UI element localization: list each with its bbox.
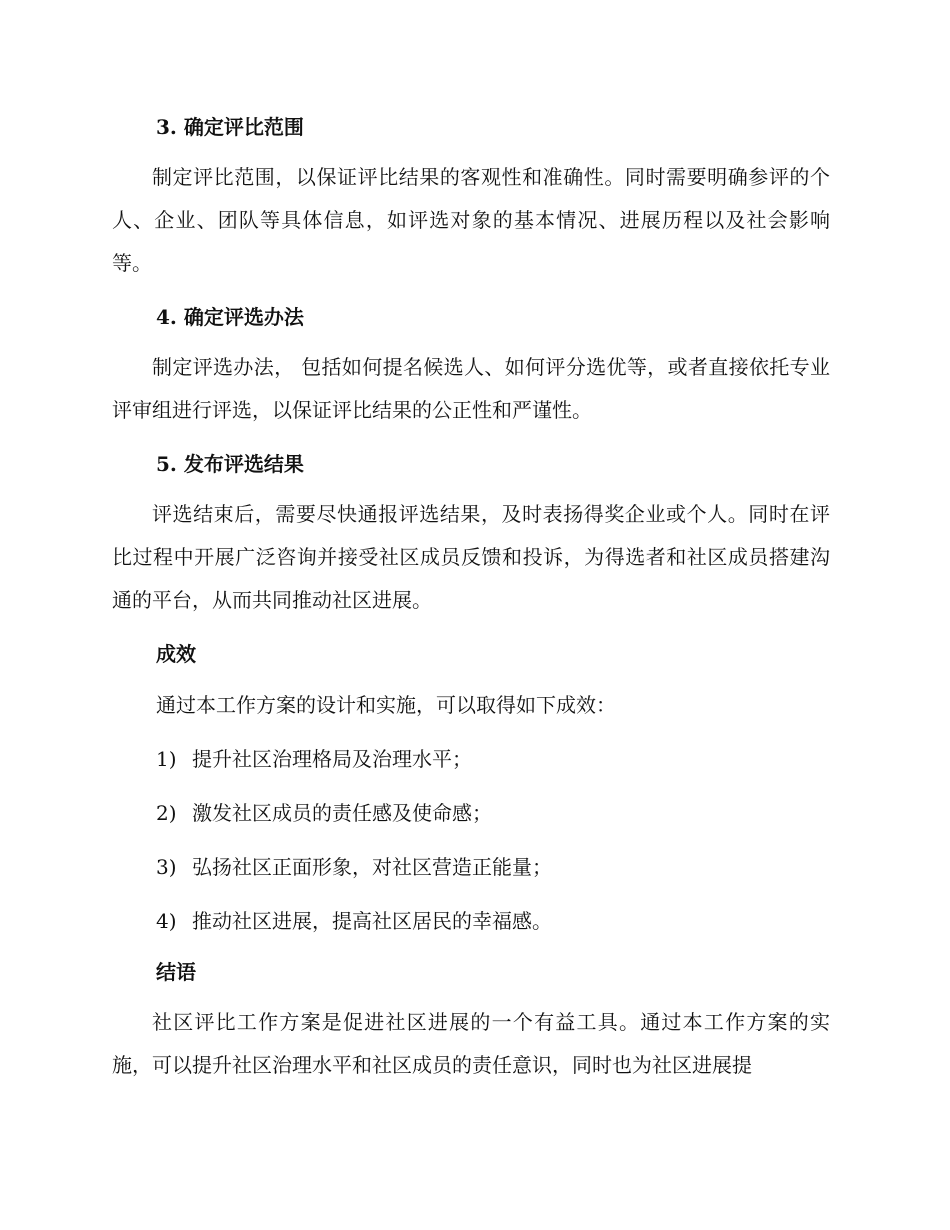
list-item [112,786,830,840]
section-paragraph-publish: 评选结束后，需要尽快通报评选结果，及时表扬得奖企业或个人。同时在评比过程中开展广泛咨询并接受社区成员反馈和投诉，为得选者和社区成员搭建沟通的平台，从而共同推动社区进展。 [112,502,830,612]
list-item-text: 弘扬社区正面形象，对社区营造正能量； [192,855,552,879]
conclusion-paragraph: 社区评比工作方案是促进社区进展的一个有益工具。通过本工作方案的实施，可以提升社区治理水平和社区成员的责任意识，同时也为社区进展提 [112,1010,830,1077]
list-item-text: 激发社区成员的责任感及使命感； [192,801,492,825]
section-heading-method: 4. 确定评选办法 [156,305,304,329]
section-heading-publish: 5. 发布评选结果 [156,452,304,476]
list-item-number: 4) [156,909,177,933]
list-item [112,840,830,894]
section-heading-scope: 3. 确定评比范围 [156,115,304,139]
section-paragraph-scope: 制定评比范围，以保证评比结果的客观性和准确性。同时需要明确参评的个人、企业、团队等具体信息，如评选对象的基本情况、进展历程以及社会影响等。 [112,165,830,275]
list-item-number: 2) [156,801,177,825]
list-item [112,732,830,786]
section-paragraph-method: 制定评选办法， 包括如何提名候选人、如何评分选优等，或者直接依托专业评审组进行评选，以保证评比结果的公正性和严谨性。 [112,355,830,422]
list-item [112,894,830,948]
list-item-text: 推动社区进展，提高社区居民的幸福感。 [192,909,552,933]
list-item-number: 1) [156,747,177,771]
list-item-text: 提升社区治理格局及治理水平； [192,747,472,771]
results-intro: 通过本工作方案的设计和实施，可以取得如下成效： [156,693,616,717]
document-body [112,103,830,1087]
list-item-number: 3) [156,855,177,879]
results-list [112,732,830,948]
conclusion-heading: 结语 [156,960,196,984]
results-heading: 成效 [156,642,196,666]
